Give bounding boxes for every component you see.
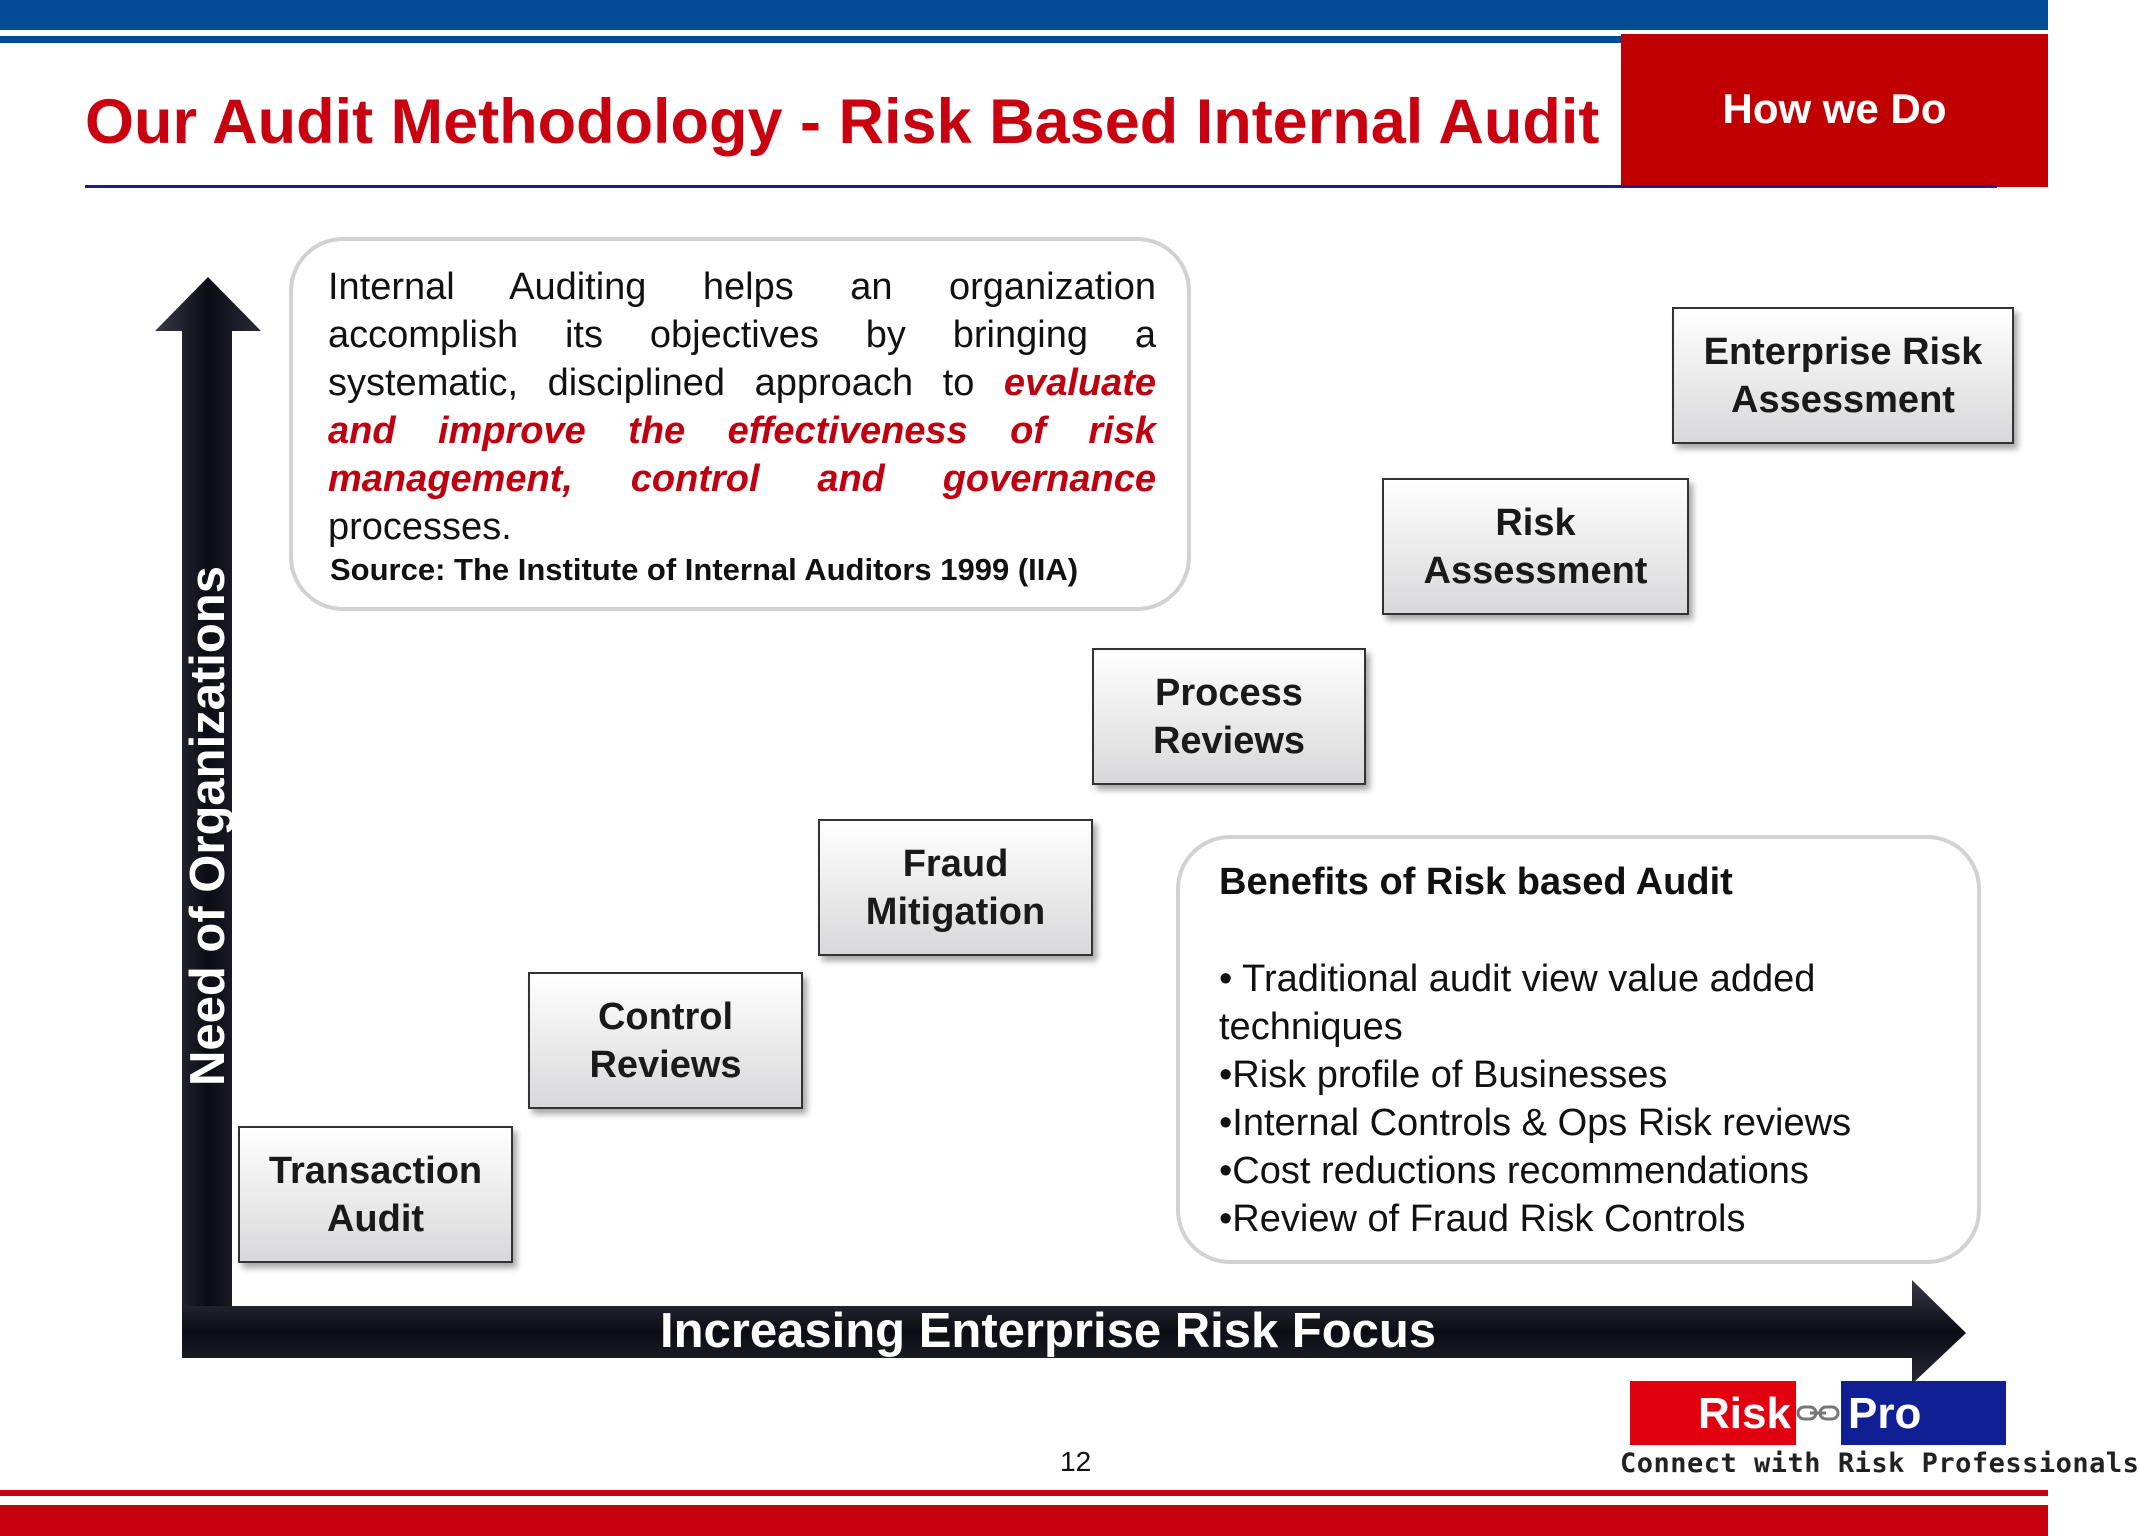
benefits-title: Benefits of Risk based Audit <box>1219 861 1733 903</box>
benefit-item: •Internal Controls & Ops Risk reviews <box>1219 1102 1852 1144</box>
chain-link-icon <box>1796 1403 1841 1425</box>
logo-word-risk: Risk <box>1698 1389 1791 1438</box>
step-fraud-mitigation: Fraud Mitigation <box>818 819 1093 956</box>
step-control-reviews: Control Reviews <box>528 972 803 1109</box>
step-enterprise-risk-assessment: Enterprise Risk Assessment <box>1672 307 2014 444</box>
bottom-red-line <box>0 1490 2048 1496</box>
benefit-item: •Review of Fraud Risk Controls <box>1219 1198 1746 1240</box>
step-process-reviews: Process Reviews <box>1092 648 1366 785</box>
step-risk-assessment: Risk Assessment <box>1382 478 1689 615</box>
section-tag-label: How we Do <box>1722 85 1947 132</box>
logo-word-pro: Pro <box>1848 1389 1922 1438</box>
benefit-item: •Risk profile of Businesses <box>1219 1054 1668 1096</box>
step-transaction-audit: Transaction Audit <box>238 1126 513 1263</box>
logo-tagline: Connect with Risk Professionals <box>1620 1448 2139 1479</box>
bottom-red-bar <box>0 1505 2048 1536</box>
benefit-item: •Cost reductions recommendations <box>1219 1150 1809 1192</box>
benefits-list <box>1219 955 1959 1243</box>
x-axis-label: Increasing Enterprise Risk Focus <box>660 1304 1437 1358</box>
slide-title: Our Audit Methodology - Risk Based Internal Audit <box>85 87 1600 157</box>
benefit-item: • Traditional audit view value added techniques <box>1219 958 1816 1048</box>
definition-plain: Internal Auditing helps an organization accomplish its objectives by bringing a systematic, disciplined approach to <box>328 266 1156 404</box>
definition-end: processes. <box>328 506 512 548</box>
definition-source: Source: The Institute of Internal Auditors 1999 (IIA) <box>330 552 1079 587</box>
definition-emphasis: evaluate and improve the effectiveness of risk management, control and governance <box>328 362 1157 500</box>
page-number: 12 <box>1060 1446 1092 1477</box>
